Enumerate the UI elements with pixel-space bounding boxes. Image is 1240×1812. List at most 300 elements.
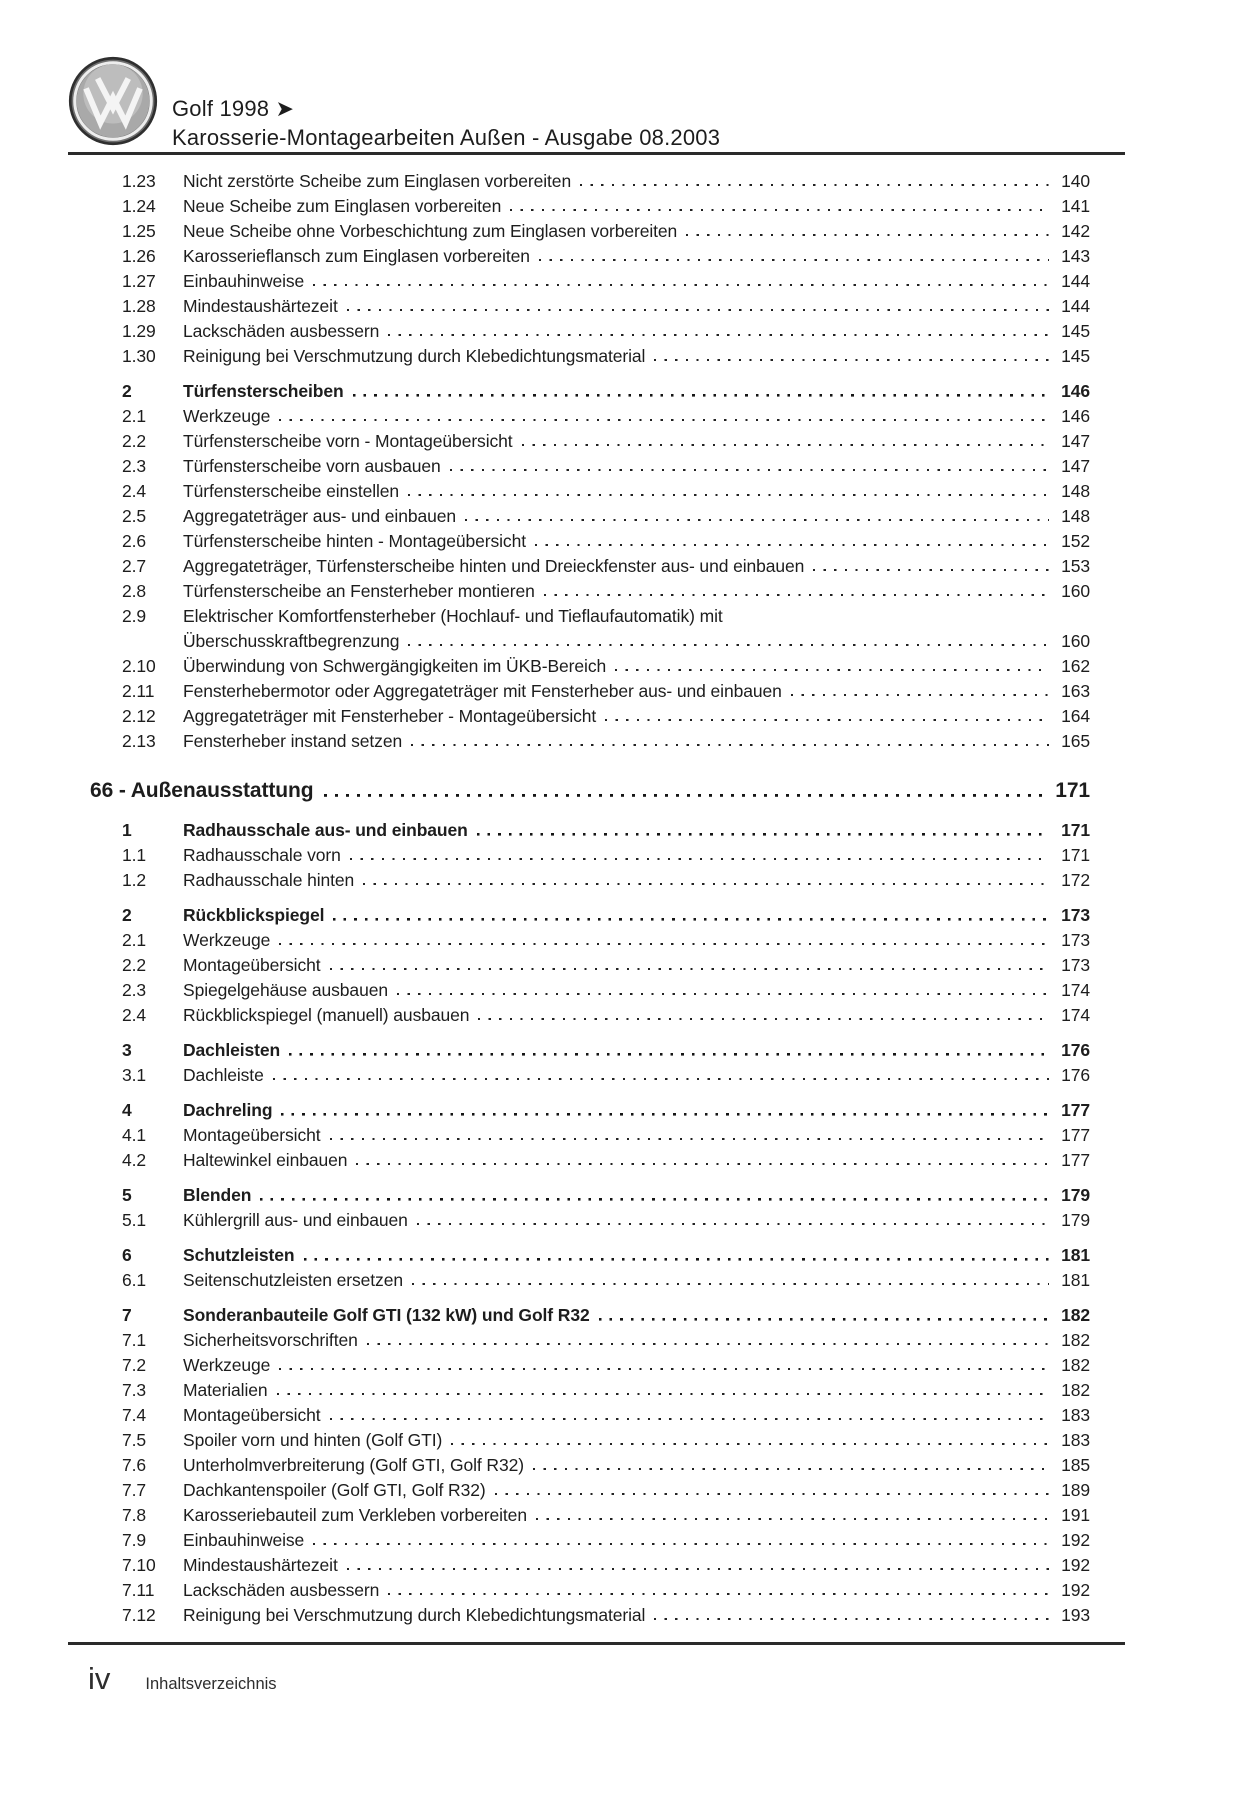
toc-row (90, 1403, 1090, 1428)
toc-row (90, 479, 1090, 504)
toc-row (90, 1553, 1090, 1578)
toc-entry-page: 173 (1061, 955, 1090, 975)
toc-row (90, 194, 1090, 219)
dot-leader (654, 359, 1049, 362)
toc-entry-number: 7.9 (122, 1530, 147, 1550)
dot-leader (580, 184, 1049, 187)
toc-row (90, 554, 1090, 579)
toc-entry-number: 2.1 (122, 406, 147, 426)
toc-entry-number: 3.1 (122, 1065, 147, 1085)
toc-entry-number: 1.2 (122, 870, 147, 890)
toc-entry-number: 6 (122, 1245, 132, 1265)
dot-leader (417, 1223, 1049, 1226)
toc-entry-page: 165 (1061, 731, 1090, 751)
dot-leader (411, 744, 1049, 747)
dot-leader (654, 1618, 1049, 1621)
toc-entry-number: 7.8 (122, 1505, 147, 1525)
toc-entry-number: 7.11 (122, 1580, 155, 1600)
toc-row (90, 1243, 1090, 1268)
toc-entry-title: Lackschäden ausbessern (183, 1580, 380, 1600)
toc-entry-title: Reinigung bei Verschmutzung durch Klebedichtungsmaterial (183, 1605, 646, 1625)
toc-entry-page: 144 (1061, 271, 1090, 291)
toc-row (90, 1453, 1090, 1478)
toc-row (90, 219, 1090, 244)
toc-line (90, 1353, 1090, 1378)
toc-line (90, 1268, 1090, 1293)
toc-line (90, 1328, 1090, 1353)
toc-entry-number: 2.9 (122, 606, 147, 626)
toc-entry-page: 182 (1061, 1355, 1090, 1375)
toc-entry-number: 2.10 (122, 656, 156, 676)
dot-leader (408, 644, 1049, 647)
toc-entry-page: 142 (1061, 221, 1090, 241)
page-footer (68, 1642, 1125, 1697)
toc-entry-number: 3 (122, 1040, 132, 1060)
toc-entry-page: 182 (1061, 1305, 1090, 1325)
toc-entry-title: Mindestaushärtezeit (183, 296, 338, 316)
toc-entry-page: 164 (1061, 706, 1090, 726)
toc-line (90, 1123, 1090, 1148)
dot-leader (605, 719, 1049, 722)
toc-entry-title: Türfensterscheibe hinten - Montageübersicht (183, 531, 526, 551)
toc-entry-title: Aggregateträger, Türfensterscheibe hinten und Dreieckfenster aus- und einbauen (183, 556, 805, 576)
toc-entry-number: 7.1 (122, 1330, 147, 1350)
toc-entry-title: Werkzeuge (183, 1355, 271, 1375)
toc-entry-page: 177 (1061, 1100, 1090, 1120)
toc-entry-page: 140 (1061, 171, 1090, 191)
toc-entry-title: Aggregateträger aus- und einbauen (183, 506, 457, 526)
dot-leader (615, 669, 1049, 672)
dot-leader (367, 1343, 1049, 1346)
toc-entry-number: 2.6 (122, 531, 147, 551)
toc-entry-page: 176 (1061, 1065, 1090, 1085)
toc-entry-page: 146 (1061, 406, 1090, 426)
dot-leader (388, 1593, 1049, 1596)
toc-entry-number: 7.6 (122, 1455, 147, 1475)
toc-entry-title: Türfensterscheibe vorn ausbauen (183, 456, 441, 476)
dot-leader (397, 993, 1049, 996)
toc-line (90, 169, 1090, 194)
footer-label: Inhaltsverzeichnis (145, 1675, 277, 1693)
toc-entry-page: 143 (1061, 246, 1090, 266)
toc (90, 169, 1090, 1628)
dot-leader (330, 968, 1049, 971)
toc-entry-page: 179 (1061, 1210, 1090, 1230)
toc-entry-title: Blenden (183, 1185, 252, 1205)
toc-row (90, 1148, 1090, 1173)
toc-entry-number: 2.13 (122, 731, 156, 751)
toc-line (90, 654, 1090, 679)
toc-entry-page: 192 (1061, 1530, 1090, 1550)
dot-leader (260, 1198, 1049, 1201)
toc-row (90, 579, 1090, 604)
toc-entry-number: 1.29 (122, 321, 156, 341)
dot-leader (450, 469, 1049, 472)
toc-line (90, 928, 1090, 953)
toc-entry-page: 148 (1061, 506, 1090, 526)
dot-leader (544, 594, 1049, 597)
toc-entry-number: 2.4 (122, 481, 147, 501)
toc-row (90, 1303, 1090, 1328)
toc-row (90, 1063, 1090, 1088)
page-header (68, 58, 1125, 155)
toc-entry-title: Dachreling (183, 1100, 273, 1120)
toc-entry-title: Sicherheitsvorschriften (183, 1330, 358, 1350)
dot-leader (279, 1368, 1049, 1371)
toc-entry-title: Nicht zerstörte Scheibe zum Einglasen vorbereiten (183, 171, 572, 191)
dot-leader (289, 1053, 1049, 1056)
toc-entry-page: 181 (1061, 1270, 1090, 1290)
toc-entry-title: Montageübersicht (183, 1405, 321, 1425)
manual-subtitle: Karosserie-Montagearbeiten Außen - Ausgabe 08.2003 (172, 125, 721, 150)
toc-line (90, 818, 1090, 843)
toc-line (90, 1453, 1090, 1478)
toc-entry-number: 7.5 (122, 1430, 147, 1450)
toc-entry-number: 4.2 (122, 1150, 147, 1170)
toc-entry-title: Mindestaushärtezeit (183, 1555, 338, 1575)
toc-line (90, 1528, 1090, 1553)
toc-entry-number: 2.12 (122, 706, 156, 726)
toc-entry-number: 7.2 (122, 1355, 147, 1375)
toc-entry-number: 7 (122, 1305, 132, 1325)
toc-entry-page: 174 (1061, 1005, 1090, 1025)
toc-row (90, 1003, 1090, 1028)
toc-entry-number: 5.1 (122, 1210, 147, 1230)
toc-entry-page: 181 (1061, 1245, 1090, 1265)
toc-entry-title: Lackschäden ausbessern (183, 321, 380, 341)
toc-entry-page: 148 (1061, 481, 1090, 501)
toc-line (90, 194, 1090, 219)
toc-entry-number: 1.1 (122, 845, 147, 865)
toc-entry-number: 1.27 (122, 271, 156, 291)
toc-entry-number: 2.2 (122, 955, 147, 975)
toc-line (90, 504, 1090, 529)
toc-entry-page: 160 (1061, 581, 1090, 601)
toc-entry-number: 2.4 (122, 1005, 147, 1025)
toc-entry-number: 2.3 (122, 456, 147, 476)
toc-entry-number: 7.7 (122, 1480, 147, 1500)
vw-logo-icon (68, 56, 158, 151)
toc-entry-page: 147 (1061, 431, 1090, 451)
toc-row (90, 504, 1090, 529)
toc-entry-page: 173 (1061, 905, 1090, 925)
toc-row (90, 1268, 1090, 1293)
toc-entry-title: Werkzeuge (183, 406, 271, 426)
dot-leader (791, 694, 1049, 697)
toc-line (90, 454, 1090, 479)
toc-line (90, 604, 1090, 629)
dot-leader (313, 284, 1049, 287)
dot-leader (478, 1018, 1049, 1021)
dot-leader (363, 883, 1049, 886)
toc-entry-title: Rückblickspiegel (183, 905, 325, 925)
toc-entry-title: Dachkantenspoiler (Golf GTI, Golf R32) (183, 1480, 486, 1500)
toc-row (90, 1208, 1090, 1233)
toc-line (90, 344, 1090, 369)
toc-entry-title: Überwindung von Schwergängigkeiten im ÜKB-Bereich (183, 656, 607, 676)
toc-entry-title: Schutzleisten (183, 1245, 295, 1265)
toc-entry-page: 174 (1061, 980, 1090, 1000)
toc-row (90, 1098, 1090, 1123)
toc-line (90, 978, 1090, 1003)
dot-leader (477, 833, 1049, 836)
toc-entry-number: 2.8 (122, 581, 147, 601)
toc-row (90, 169, 1090, 194)
toc-row (90, 953, 1090, 978)
toc-line (90, 1303, 1090, 1328)
dot-leader (451, 1443, 1049, 1446)
toc-line (90, 529, 1090, 554)
toc-line (90, 404, 1090, 429)
dot-leader (356, 1163, 1049, 1166)
dot-leader (330, 1138, 1049, 1141)
toc-row (90, 1123, 1090, 1148)
toc-row (90, 843, 1090, 868)
toc-entry-number: 1.24 (122, 196, 156, 216)
toc-row (90, 1478, 1090, 1503)
toc-entry-title: Unterholmverbreiterung (Golf GTI, Golf R32) (183, 1455, 524, 1475)
toc-entry-page: 141 (1061, 196, 1090, 216)
toc-entry-number: 4 (122, 1100, 132, 1120)
toc-entry-page: 147 (1061, 456, 1090, 476)
toc-line (90, 704, 1090, 729)
toc-entry-number: 2 (122, 381, 132, 401)
toc-row (90, 679, 1090, 704)
toc-row (90, 379, 1090, 404)
toc-entry-number: 2 (122, 905, 132, 925)
toc-row (90, 294, 1090, 319)
toc-row (90, 454, 1090, 479)
toc-entry-number: 5 (122, 1185, 132, 1205)
toc-entry-page: 152 (1061, 531, 1090, 551)
toc-entry-page: 145 (1061, 346, 1090, 366)
toc-entry-title: Materialien (183, 1380, 268, 1400)
toc-entry-page: 182 (1061, 1380, 1090, 1400)
toc-entry-number: 6.1 (122, 1270, 147, 1290)
dot-leader (353, 394, 1049, 397)
toc-row (90, 868, 1090, 893)
toc-line (90, 1378, 1090, 1403)
dot-leader (412, 1283, 1049, 1286)
toc-line (90, 1003, 1090, 1028)
toc-entry-number: 2.1 (122, 930, 147, 950)
toc-entry-number: 1 (122, 820, 132, 840)
header-title-block (172, 94, 720, 152)
toc-entry-title: Radhausschale vorn (183, 845, 341, 865)
toc-entry-number: 7.10 (122, 1555, 156, 1575)
toc-line (90, 776, 1090, 806)
toc-entry-title: Dachleisten (183, 1040, 281, 1060)
toc-entry-page: 193 (1061, 1605, 1090, 1625)
toc-line (90, 903, 1090, 928)
dot-leader (408, 494, 1049, 497)
dot-leader (347, 309, 1049, 312)
toc-line (90, 1603, 1090, 1628)
toc-row (90, 319, 1090, 344)
dot-leader (535, 544, 1049, 547)
toc-entry-page: 171 (1061, 820, 1090, 840)
toc-entry-title: Fensterheber instand setzen (183, 731, 403, 751)
dot-leader (347, 1568, 1049, 1571)
toc-line (90, 729, 1090, 754)
toc-line (90, 1208, 1090, 1233)
dot-leader (330, 1418, 1049, 1421)
toc-entry-number: 1.28 (122, 296, 156, 316)
toc-row (90, 1578, 1090, 1603)
toc-entry-page: 192 (1061, 1580, 1090, 1600)
toc-entry-title-continued: Überschusskraftbegrenzung (183, 631, 400, 651)
dot-leader (333, 918, 1049, 921)
toc-row (90, 654, 1090, 679)
dot-leader (686, 234, 1049, 237)
toc-entry-number: 2.3 (122, 980, 147, 1000)
toc-entry-number: 1.30 (122, 346, 156, 366)
toc-row (90, 269, 1090, 294)
toc-line (90, 1063, 1090, 1088)
toc-entry-title: Einbauhinweise (183, 271, 305, 291)
toc-row (90, 429, 1090, 454)
toc-row (90, 1328, 1090, 1353)
toc-row (90, 729, 1090, 754)
toc-line (90, 1553, 1090, 1578)
toc-line (90, 379, 1090, 404)
toc-line (90, 1578, 1090, 1603)
toc-entry-title: Montageübersicht (183, 1125, 321, 1145)
toc-entry-number: 1.23 (122, 171, 156, 191)
dot-leader (350, 858, 1049, 861)
toc-line (90, 953, 1090, 978)
toc-entry-page: 182 (1061, 1330, 1090, 1350)
dot-leader (599, 1318, 1049, 1321)
toc-entry-page: 177 (1061, 1150, 1090, 1170)
toc-entry-page: 177 (1061, 1125, 1090, 1145)
toc-entry-title: Türfensterscheiben (183, 381, 344, 401)
toc-entry-page: 185 (1061, 1455, 1090, 1475)
dot-leader (388, 334, 1049, 337)
toc-entry-title: Werkzeuge (183, 930, 271, 950)
toc-line (90, 429, 1090, 454)
model-line: Golf 1998 ➤ (172, 96, 295, 121)
toc-row (90, 978, 1090, 1003)
toc-line (90, 843, 1090, 868)
toc-row (90, 529, 1090, 554)
toc-line (90, 1478, 1090, 1503)
toc-row (90, 1038, 1090, 1063)
toc-entry-page: 160 (1061, 631, 1090, 651)
dot-leader (324, 794, 1048, 797)
toc-entry-title: Radhausschale hinten (183, 870, 355, 890)
toc-entry-number: 4.1 (122, 1125, 147, 1145)
toc-entry-page: 146 (1061, 381, 1090, 401)
toc-line (90, 1148, 1090, 1173)
toc-entry-page: 153 (1061, 556, 1090, 576)
toc-row (90, 1603, 1090, 1628)
toc-line (90, 1098, 1090, 1123)
toc-entry-page: 183 (1061, 1430, 1090, 1450)
toc-line (90, 1503, 1090, 1528)
dot-leader (313, 1543, 1049, 1546)
toc-line (90, 679, 1090, 704)
toc-entry-title: Montageübersicht (183, 955, 321, 975)
toc-row (90, 1353, 1090, 1378)
toc-entry-page: 144 (1061, 296, 1090, 316)
toc-row (90, 903, 1090, 928)
toc-entry-page: 192 (1061, 1555, 1090, 1575)
dot-leader (533, 1468, 1049, 1471)
toc-entry-number: 1.25 (122, 221, 156, 241)
toc-entry-title: 66 - Außenausstattung (90, 779, 314, 802)
toc-entry-title: Radhausschale aus- und einbauen (183, 820, 468, 840)
dot-leader (536, 1518, 1049, 1521)
toc-row (90, 818, 1090, 843)
toc-row (90, 1428, 1090, 1453)
toc-row (90, 1528, 1090, 1553)
toc-entry-title: Rückblickspiegel (manuell) ausbauen (183, 1005, 470, 1025)
toc-entry-title: Spoiler vorn und hinten (Golf GTI) (183, 1430, 443, 1450)
toc-entry-title: Haltewinkel einbauen (183, 1150, 348, 1170)
toc-entry-title: Dachleiste (183, 1065, 264, 1085)
toc-entry-title: Aggregateträger mit Fensterheber - Montageübersicht (183, 706, 597, 726)
toc-row (90, 1503, 1090, 1528)
toc-line (90, 1183, 1090, 1208)
toc-line (90, 319, 1090, 344)
toc-line (90, 219, 1090, 244)
toc-line (90, 244, 1090, 269)
toc-entry-page: 189 (1061, 1480, 1090, 1500)
dot-leader (465, 519, 1049, 522)
toc-entry-title: Türfensterscheibe vorn - Montageübersicht (183, 431, 513, 451)
dot-leader (277, 1393, 1050, 1396)
toc-entry-number: 7.12 (122, 1605, 156, 1625)
toc-line (90, 1038, 1090, 1063)
toc-line (90, 554, 1090, 579)
toc-entry-number: 2.7 (122, 556, 147, 576)
toc-line (90, 579, 1090, 604)
dot-leader (281, 1113, 1049, 1116)
toc-chapter-row (90, 776, 1090, 806)
toc-line (90, 479, 1090, 504)
toc-entry-title: Sonderanbauteile Golf GTI (132 kW) und Golf R32 (183, 1305, 590, 1325)
toc-entry-page: 163 (1061, 681, 1090, 701)
toc-entry-title: Reinigung bei Verschmutzung durch Klebedichtungsmaterial (183, 346, 646, 366)
toc-line (90, 1243, 1090, 1268)
dot-leader (273, 1078, 1049, 1081)
toc-entry-page: 183 (1061, 1405, 1090, 1425)
toc-entry-page: 171 (1061, 845, 1090, 865)
dot-leader (510, 209, 1049, 212)
dot-leader (495, 1493, 1049, 1496)
dot-leader (522, 444, 1049, 447)
toc-entry-title: Fensterhebermotor oder Aggregateträger mit Fensterheber aus- und einbauen (183, 681, 782, 701)
toc-entry-title: Seitenschutzleisten ersetzen (183, 1270, 403, 1290)
toc-line (90, 1403, 1090, 1428)
toc-entry-page: 162 (1061, 656, 1090, 676)
toc-entry-title: Einbauhinweise (183, 1530, 305, 1550)
toc-line (90, 868, 1090, 893)
toc-entry-page: 173 (1061, 930, 1090, 950)
dot-leader (813, 569, 1049, 572)
toc-entry-title: Neue Scheibe ohne Vorbeschichtung zum Einglasen vorbereiten (183, 221, 678, 241)
toc-entry-title: Kühlergrill aus- und einbauen (183, 1210, 408, 1230)
dot-leader (279, 419, 1049, 422)
toc-row (90, 244, 1090, 269)
toc-entry-title: Elektrischer Komfortfensterheber (Hochlauf- und Tieflaufautomatik) mit (183, 606, 723, 626)
dot-leader (539, 259, 1049, 262)
toc-entry-number: 2.5 (122, 506, 147, 526)
toc-entry-page: 172 (1061, 870, 1090, 890)
toc-entry-title: Karosserieflansch zum Einglasen vorbereiten (183, 246, 530, 266)
footer-page-number: iv (88, 1661, 111, 1696)
